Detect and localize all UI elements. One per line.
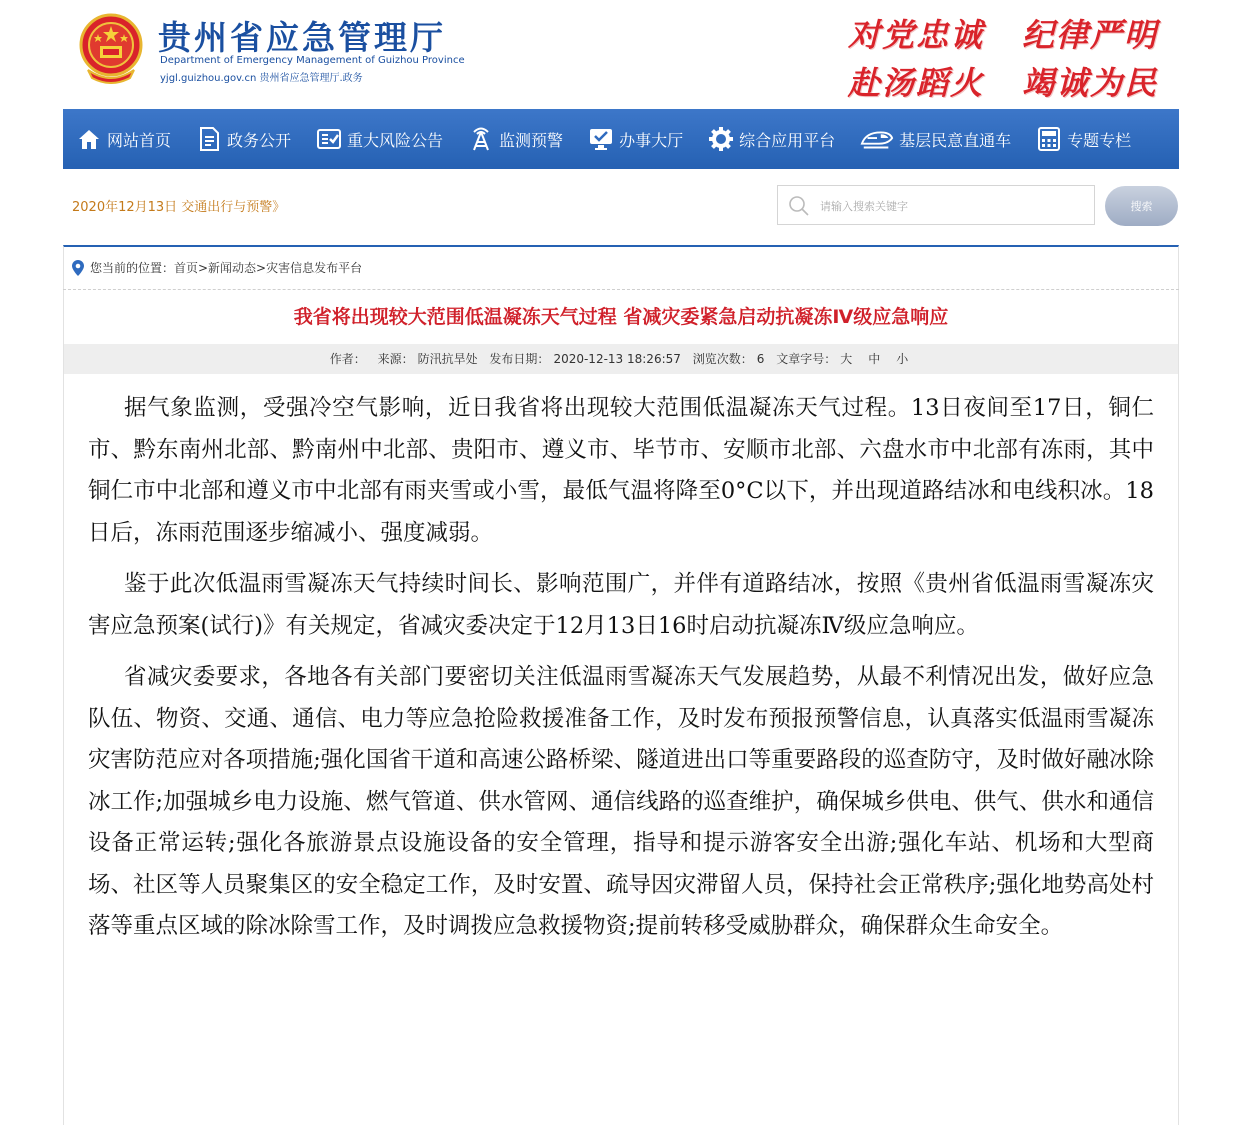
nav-item-monitoring[interactable] [455, 109, 575, 169]
breadcrumb [72, 259, 362, 276]
monitor-check-icon [588, 126, 614, 152]
fontsize-label: 文章字号： [776, 352, 837, 366]
font-size-small-button[interactable]: 小 [896, 352, 909, 366]
source-label: 来源： [377, 352, 414, 366]
slogan-1: 对党忠诚 [848, 16, 985, 54]
site-name[interactable]: 贵州省应急管理厅 [158, 18, 446, 57]
national-emblem-icon[interactable] [78, 12, 144, 84]
nav-item-special-topics[interactable] [1023, 109, 1143, 169]
divider [63, 289, 1179, 290]
nav-item-label: 政务公开 [227, 130, 292, 150]
home-icon [76, 126, 102, 152]
monitor-tower-icon [468, 126, 494, 152]
site-header [0, 0, 1242, 108]
location-pin-icon [72, 260, 84, 276]
nav-item-label: 网站首页 [107, 130, 172, 150]
article-paragraph: 据气象监测，受强冷空气影响，近日我省将出现较大范围低温凝冻天气过程。13日夜间至17日，铜仁市、黔东南州北部、黔南州中北部、贵阳市、遵义市、毕节市、安顺市北部、六盘水市中北部有冻雨，其中铜仁市中北部和遵义市中北部有雨夹雪或小雪，最低气温将降至0°C以下，并出现道路结冰和电线积冰。18日后，冻雨范围逐步缩减小、强度减弱。 [88, 395, 1154, 546]
views-value: 6 [756, 352, 765, 366]
nav-item-label: 综合应用平台 [739, 130, 836, 150]
article-paragraph: 省减灾委要求，各地各有关部门要密切关注低温雨雪凝冻天气发展趋势，从最不利情况出发，做好应急队伍、物资、交通、通信、电力等应急抢险救援准备工作，及时发布预报预警信息，认真落实低温雨雪凝冻灾害防范应对各项措施;强化国省干道和高速公路桥梁、隧道进出口等重要路段的巡查防守，及时做好融冰除冰工作;加强城乡电力设施、燃气管道、供水管网、通信线路的巡查维护，确保城乡供电、供气、供水和通信设备正常运转;强化各旅游景点设施设备的安全管理，指导和提示游客安全出游;强化车站、机场和大型商场、社区等人员聚集区的安全稳定工作，及时安置、疏导因灾滞留人员，保持社会正常秩序;强化地势高处村落等重点区域的除冰除雪工作，及时调拨应急救援物资;提前转移受威胁群众，确保群众生命安全。 [88, 664, 1154, 939]
nav-item-label: 基层民意直通车 [899, 130, 1012, 150]
date-notice-link[interactable]: 2020年12月13日 交通出行与预警》 [72, 200, 286, 215]
nav-item-home[interactable] [63, 109, 183, 169]
slogan-3: 赴汤蹈火 [848, 64, 985, 102]
views-label: 浏览次数： [692, 352, 753, 366]
source-value: 防汛抗旱处 [417, 352, 478, 366]
author-label: 作者： [329, 352, 366, 366]
main-nav [63, 109, 1179, 169]
nav-item-label: 监测预警 [499, 130, 564, 150]
search-icon [788, 195, 810, 217]
font-size-large-button[interactable]: 大 [840, 352, 853, 366]
article-title: 我省将出现较大范围低温凝冻天气过程 省减灾委紧急启动抗凝冻Ⅳ级应急响应 [293, 306, 949, 328]
calculator-icon [1036, 126, 1062, 152]
article-meta [64, 344, 1178, 374]
search-button[interactable]: 搜索 [1105, 186, 1178, 226]
speed-train-icon [860, 126, 894, 152]
nav-item-platform[interactable] [695, 109, 847, 169]
document-icon [196, 126, 222, 152]
site-name-english: Department of Emergency Management of Guizhou Province [160, 55, 465, 66]
nav-item-public-opinion[interactable] [847, 109, 1023, 169]
slogan-2: 纪律严明 [1022, 16, 1159, 54]
nav-item-gov-affairs[interactable] [183, 109, 303, 169]
date-value: 2020-12-13 18:26:57 [553, 352, 681, 366]
article-paragraph: 鉴于此次低温雨雪凝冻天气持续时间长、影响范围广，并伴有道路结冰，按照《贵州省低温雨雪凝冻灾害应急预案(试行)》有关规定，省减灾委决定于12月13日16时启动抗凝冻Ⅳ级应急响应。 [88, 571, 1154, 639]
nav-item-label: 重大风险公告 [347, 130, 444, 150]
nav-item-risk-notice[interactable] [303, 109, 455, 169]
font-size-medium-button[interactable]: 中 [868, 352, 881, 366]
nav-item-label: 专题专栏 [1067, 130, 1132, 150]
breadcrumb-text[interactable]: 您当前的位置：首页>新闻动态>灾害信息发布平台 [90, 261, 363, 275]
search-box [777, 185, 1095, 225]
search-input[interactable] [818, 194, 1082, 218]
gear-icon [708, 126, 734, 152]
article-body [88, 388, 1154, 958]
nav-item-service-hall[interactable] [575, 109, 695, 169]
notice-icon [316, 126, 342, 152]
date-label: 发布日期： [489, 352, 550, 366]
slogan-4: 竭诚为民 [1022, 64, 1159, 102]
nav-item-label: 办事大厅 [619, 130, 684, 150]
site-url: yjgl.guizhou.gov.cn 贵州省应急管理厅.政务 [160, 73, 363, 84]
